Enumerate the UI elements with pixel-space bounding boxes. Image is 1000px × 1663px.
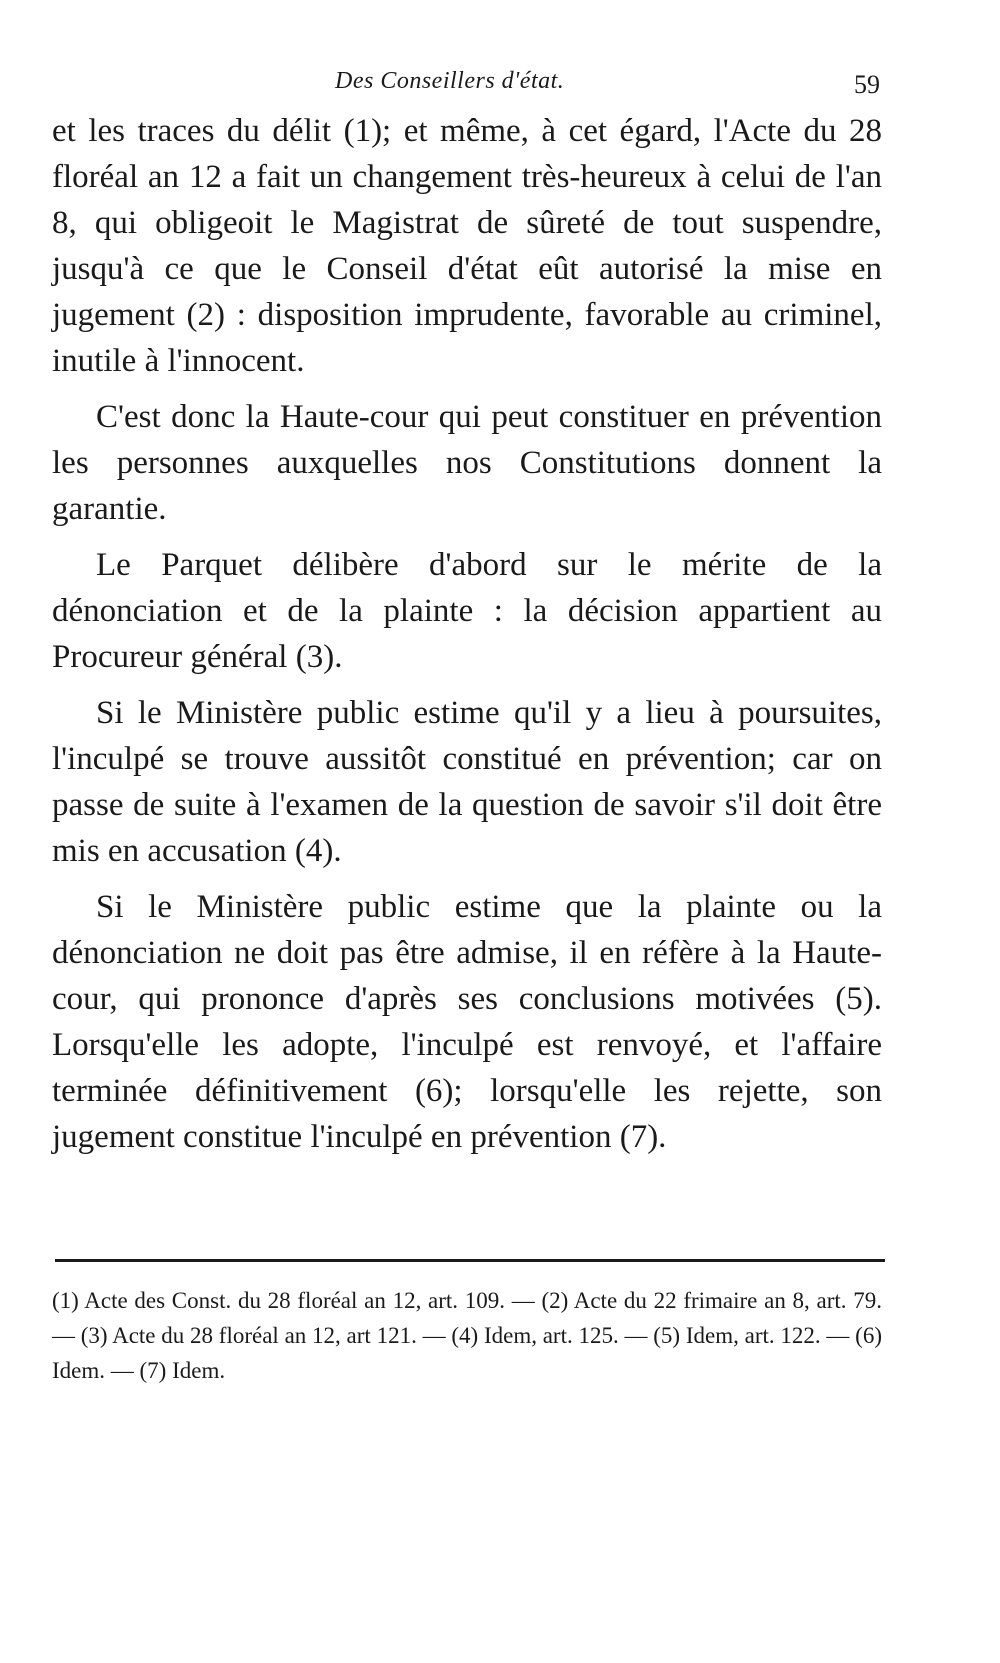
running-title: Des Conseillers d'état. (335, 68, 565, 94)
paragraph-refere: Si le Ministère public estime que la plainte ou la dénonciation ne doit pas être admise, il en réfère à la Haute-cour, qui prononce d'après ses conclusions motivées (5). Lorsqu'elle les adopte, l'inculpé est renvoyé, et l'affaire terminée définitivement (6); lorsqu'elle les rejette, son jugement constitue l'inculpé en prévention (7). (52, 889, 882, 1155)
page-number: 59 (854, 70, 880, 99)
paragraph-parquet: Le Parquet délibère d'abord sur le mérite de la dénonciation et de la plainte : la décision appartient au Procureur général (3). (52, 547, 882, 675)
footnote-rule (55, 1259, 885, 1262)
body-text (52, 108, 882, 1160)
footnotes: (1) Acte des Const. du 28 floréal an 12, art. 109. — (2) Acte du 22 frimaire an 8, art. 79. — (3) Acte du 28 floréal an 12, art 121. — (4) Idem, art. 125. — (5) Idem, art. 122. — (6) Idem. — (7) Idem. (52, 1288, 882, 1383)
paragraph-continuation: et les traces du délit (1); et même, à cet égard, l'Acte du 28 floréal an 12 a fait un changement très-heureux à celui de l'an 8, qui obligeoit le Magistrat de sûreté de tout suspendre, jusqu'à ce que le Conseil d'état eût autorisé la mise en jugement (2) : disposition imprudente, favorable au criminel, inutile à l'innocent. (52, 113, 882, 379)
paragraph-haute-cour: C'est donc la Haute-cour qui peut constituer en prévention les personnes auxquelles nos Constitutions donnent la garantie. (52, 399, 882, 527)
running-head (50, 62, 880, 102)
paragraph-poursuites: Si le Ministère public estime qu'il y a lieu à poursuites, l'inculpé se trouve aussitôt constitué en prévention; car on passe de suite à l'examen de la question de savoir s'il doit être mis en accusation (4). (52, 695, 882, 869)
